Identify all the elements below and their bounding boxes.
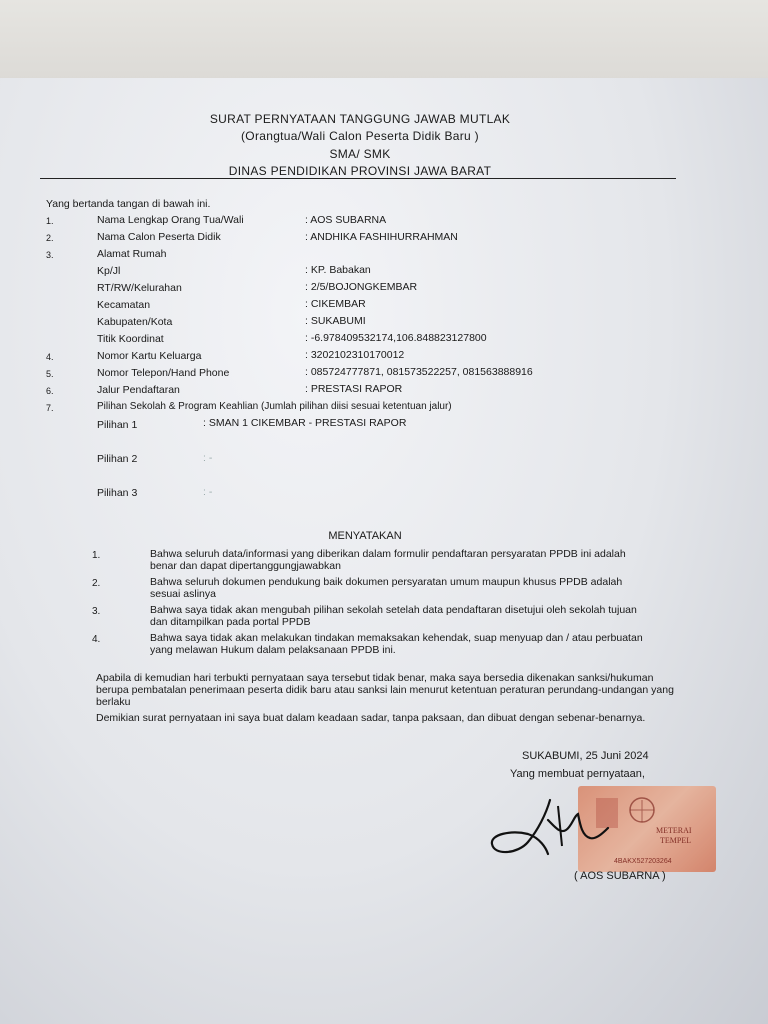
field-2-number: 2. xyxy=(46,233,54,243)
titik-label: Titik Koordinat xyxy=(97,333,164,345)
place-date: SUKABUMI, 25 Juni 2024 xyxy=(522,750,649,762)
field-2-label: Nama Calon Peserta Didik xyxy=(97,231,221,243)
doc-level: SMA/ SMK xyxy=(329,147,391,161)
doc-agency: DINAS PENDIDIKAN PROVINSI JAWA BARAT xyxy=(228,164,492,178)
intro-text: Yang bertanda tangan di bawah ini. xyxy=(46,198,211,210)
statement-2-number: 2. xyxy=(92,578,101,589)
pilihan-1-label: Pilihan 1 xyxy=(97,419,138,431)
field-5-label: Nomor Telepon/Hand Phone xyxy=(97,367,230,379)
field-6-number: 6. xyxy=(46,386,54,396)
pilihan-2-label: Pilihan 2 xyxy=(97,453,138,465)
kecamatan-label: Kecamatan xyxy=(97,299,151,311)
field-7-number: 7. xyxy=(46,403,54,413)
field-1-label: Nama Lengkap Orang Tua/Wali xyxy=(97,214,244,226)
signer-name: ( AOS SUBARNA ) xyxy=(574,870,666,882)
field-6-value: : PRESTASI RAPOR xyxy=(305,383,403,395)
kabupaten-label: Kabupaten/Kota xyxy=(97,316,173,328)
statement-1-number: 1. xyxy=(92,550,101,561)
rt-label: RT/RW/Kelurahan xyxy=(97,282,182,294)
stamp-text-line1: METERAI xyxy=(656,826,692,835)
pilihan-2-value: : - xyxy=(203,452,213,464)
stamp-code: 4BAKX527203264 xyxy=(614,858,672,865)
maker-label: Yang membuat pernyataan, xyxy=(510,768,645,780)
statement-4-number: 4. xyxy=(92,634,101,645)
statement-1: Bahwa seluruh data/informasi yang diberikan dalam formulir pendaftaran persyaratan PPDB ini adalah benar dan dapat dipertanggungjawabkan xyxy=(150,548,626,572)
doc-subtitle: (Orangtua/Wali Calon Peserta Didik Baru ) xyxy=(241,129,479,143)
statement-3: Bahwa saya tidak akan mengubah pilihan sekolah setelah data pendaftaran disetujui oleh sekolah tujuan dan ditampilkan pada portal PPDB xyxy=(150,604,637,628)
header-divider xyxy=(40,178,676,179)
closing-paragraph-1: Apabila di kemudian hari terbukti pernyataan saya tersebut tidak benar, maka saya bersedia dikenakan sanksi/hukuman berupa pembatalan penerimaan peserta didik baru atau sanksi lain menurut ketentuan peraturan perundang-undangan yang berlaku xyxy=(96,672,674,708)
titik-value: : -6.978409532174,106.848823127800 xyxy=(305,332,487,344)
doc-title: SURAT PERNYATAAN TANGGUNG JAWAB MUTLAK xyxy=(209,112,511,126)
field-4-value: : 3202102310170012 xyxy=(305,349,405,361)
field-3-label: Alamat Rumah xyxy=(97,248,167,260)
statement-3-number: 3. xyxy=(92,606,101,617)
statement-4: Bahwa saya tidak akan melakukan tindakan memaksakan kehendak, suap menyuap dan / atau perbuatan yang melawan Hukum dalam pelaksanaan PPDB ini. xyxy=(150,632,643,656)
statement-title: MENYATAKAN xyxy=(328,530,402,542)
photo-background-top xyxy=(0,0,768,82)
field-3-number: 3. xyxy=(46,250,54,260)
pilihan-1-value: : SMAN 1 CIKEMBAR - PRESTASI RAPOR xyxy=(203,417,407,429)
handwritten-signature xyxy=(488,790,638,870)
field-1-value: : AOS SUBARNA xyxy=(305,214,387,226)
field-7-label: Pilihan Sekolah & Program Keahlian (Jumlah pilihan diisi sesuai ketentuan jalur) xyxy=(97,401,452,412)
field-1-number: 1. xyxy=(46,216,54,226)
pilihan-3-value: : - xyxy=(203,486,213,498)
stamp-text-line2: TEMPEL xyxy=(660,836,692,845)
kecamatan-value: : CIKEMBAR xyxy=(305,298,366,310)
kp-value: : KP. Babakan xyxy=(305,264,371,276)
field-4-number: 4. xyxy=(46,352,54,362)
field-6-label: Jalur Pendaftaran xyxy=(97,384,180,396)
pilihan-3-label: Pilihan 3 xyxy=(97,487,138,499)
statement-2: Bahwa seluruh dokumen pendukung baik dokumen persyaratan umum maupun khusus PPDB adalah sesuai aslinya xyxy=(150,576,623,600)
kabupaten-value: : SUKABUMI xyxy=(305,315,366,327)
document-page xyxy=(0,78,768,1024)
kp-label: Kp/Jl xyxy=(97,265,121,277)
field-2-value: : ANDHIKA FASHIHURRAHMAN xyxy=(305,231,458,243)
closing-paragraph-2: Demikian surat pernyataan ini saya buat dalam keadaan sadar, tanpa paksaan, dan dibuat dengan sebenar-benarnya. xyxy=(96,712,646,724)
field-4-label: Nomor Kartu Keluarga xyxy=(97,350,202,362)
field-5-number: 5. xyxy=(46,369,54,379)
field-5-value: : 085724777871, 081573522257, 081563888916 xyxy=(305,366,533,378)
rt-value: : 2/5/BOJONGKEMBAR xyxy=(305,281,418,293)
